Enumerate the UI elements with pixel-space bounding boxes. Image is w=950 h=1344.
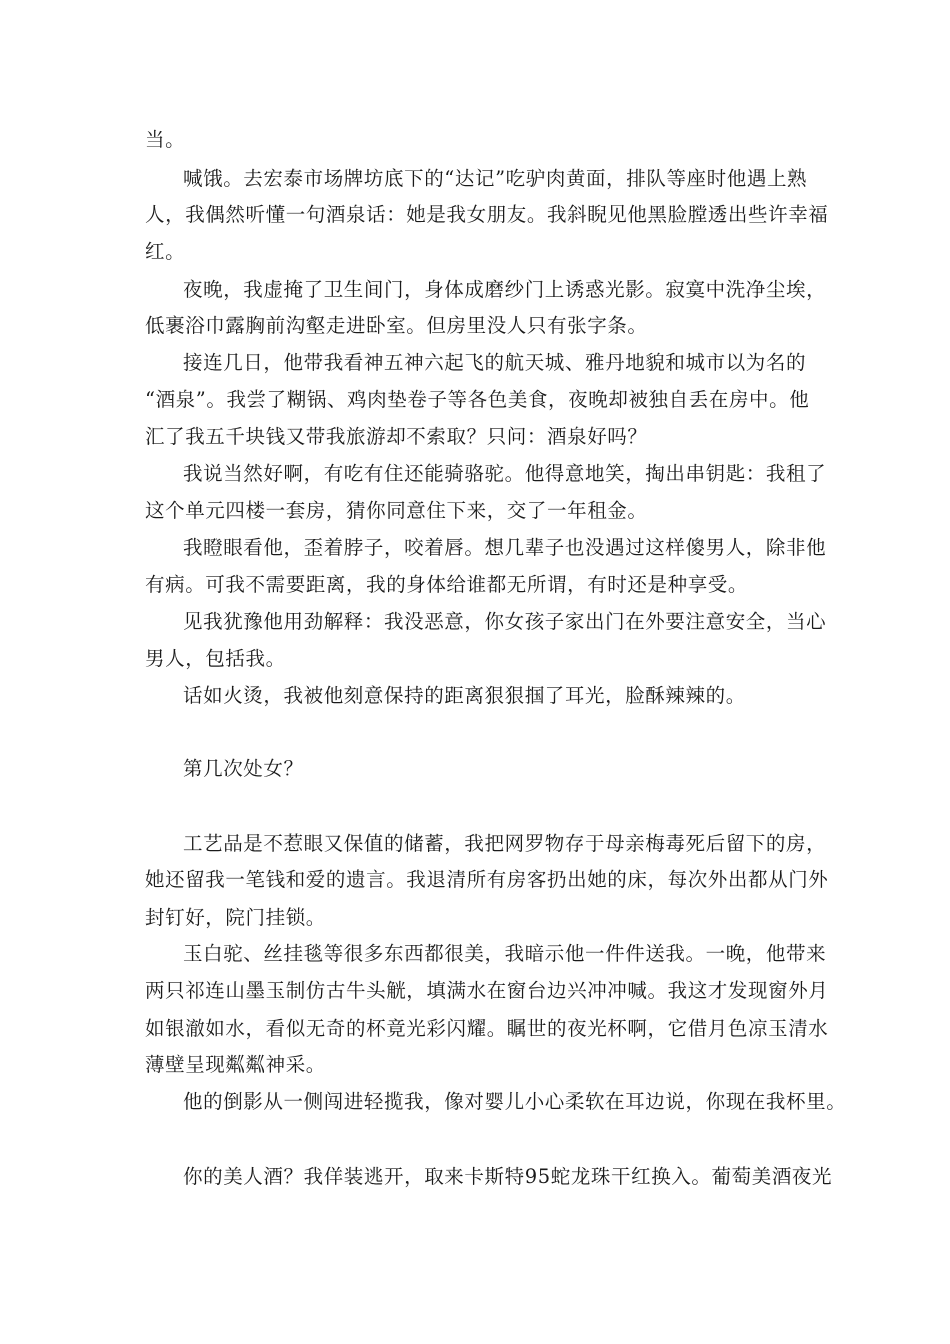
- text-line: “酒泉”。我尝了糊锅、鸡肉垫卷子等各色美食，夜晚却被独自丢在房中。他: [145, 388, 810, 411]
- text-line: 人，我偶然听懂一句酒泉话：她是我女朋友。我斜睨见他黑脸膛透出些许幸福: [145, 203, 829, 226]
- paragraph-line: 见我犹豫他用劲解释：我没恶意，你女孩子家出门在外要注意安全，当心: [183, 610, 827, 633]
- text-line: 两只祁连山墨玉制仿古牛头觥，填满水在窗台边兴冲冲喊。我这才发现窗外月: [145, 979, 829, 1002]
- paragraph-line: 夜晚，我虚掩了卫生间门，身体成磨纱门上诱惑光影。寂寞中洗净尘埃，: [183, 278, 827, 301]
- text-line: 有病。可我不需要距离，我的身体给谁都无所谓，有时还是种享受。: [145, 573, 749, 596]
- text-line: 汇了我五千块钱又带我旅游却不索取？只问：酒泉好吗？: [145, 425, 648, 448]
- section-heading: 第几次处女？: [183, 757, 304, 780]
- text-line: 低裹浴巾露胸前沟壑走进卧室。但房里没人只有张字条。: [145, 314, 648, 337]
- text-line: 男人，包括我。: [145, 647, 286, 670]
- paragraph-line: 接连几日，他带我看神五神六起飞的航天城、雅丹地貌和城市以为名的: [183, 351, 807, 374]
- paragraph-line: 工艺品是不惹眼又保值的储蓄，我把网罗物存于母亲梅毒死后留下的房，: [183, 832, 827, 855]
- paragraph-line: 我瞪眼看他，歪着脖子，咬着唇。想几辈子也没遇过这样傻男人，除非他: [183, 536, 827, 559]
- paragraph-line: 话如火烫，我被他刻意保持的距离狠狠掴了耳光，脸酥辣辣的。: [183, 684, 746, 707]
- paragraph-line: 他的倒影从一侧闯进轻揽我，像对婴儿小心柔软在耳边说，你现在我杯里。: [183, 1090, 847, 1113]
- text-line: 这个单元四楼一套房，猜你同意住下来，交了一年租金。: [145, 499, 648, 522]
- paragraph-line: 我说当然好啊，有吃有住还能骑骆驼。他得意地笑，掏出串钥匙：我租了: [183, 462, 827, 485]
- paragraph-line: 喊饿。去宏泰市场牌坊底下的“达记”吃驴肉黄面，排队等座时他遇上熟: [183, 167, 808, 190]
- paragraph-line: 你的美人酒？我佯装逃开，取来卡斯特95蛇龙珠干红换入。葡萄美酒夜光: [183, 1165, 833, 1188]
- text-line: 当。: [145, 128, 186, 151]
- text-line: 如银澈如水，看似无奇的杯竟光彩闪耀。瞩世的夜光杯啊，它借月色凉玉清水: [145, 1017, 829, 1040]
- text-line: 她还留我一笔钱和爱的遗言。我退清所有房客扔出她的床，每次外出都从门外: [145, 868, 829, 891]
- paragraph-line: 玉白驼、丝挂毯等很多东西都很美，我暗示他一件件送我。一晚，他带来: [183, 942, 827, 965]
- text-line: 红。: [145, 240, 186, 263]
- text-line: 薄壁呈现粼粼神采。: [145, 1053, 326, 1076]
- text-line: 封钉好，院门挂锁。: [145, 906, 326, 929]
